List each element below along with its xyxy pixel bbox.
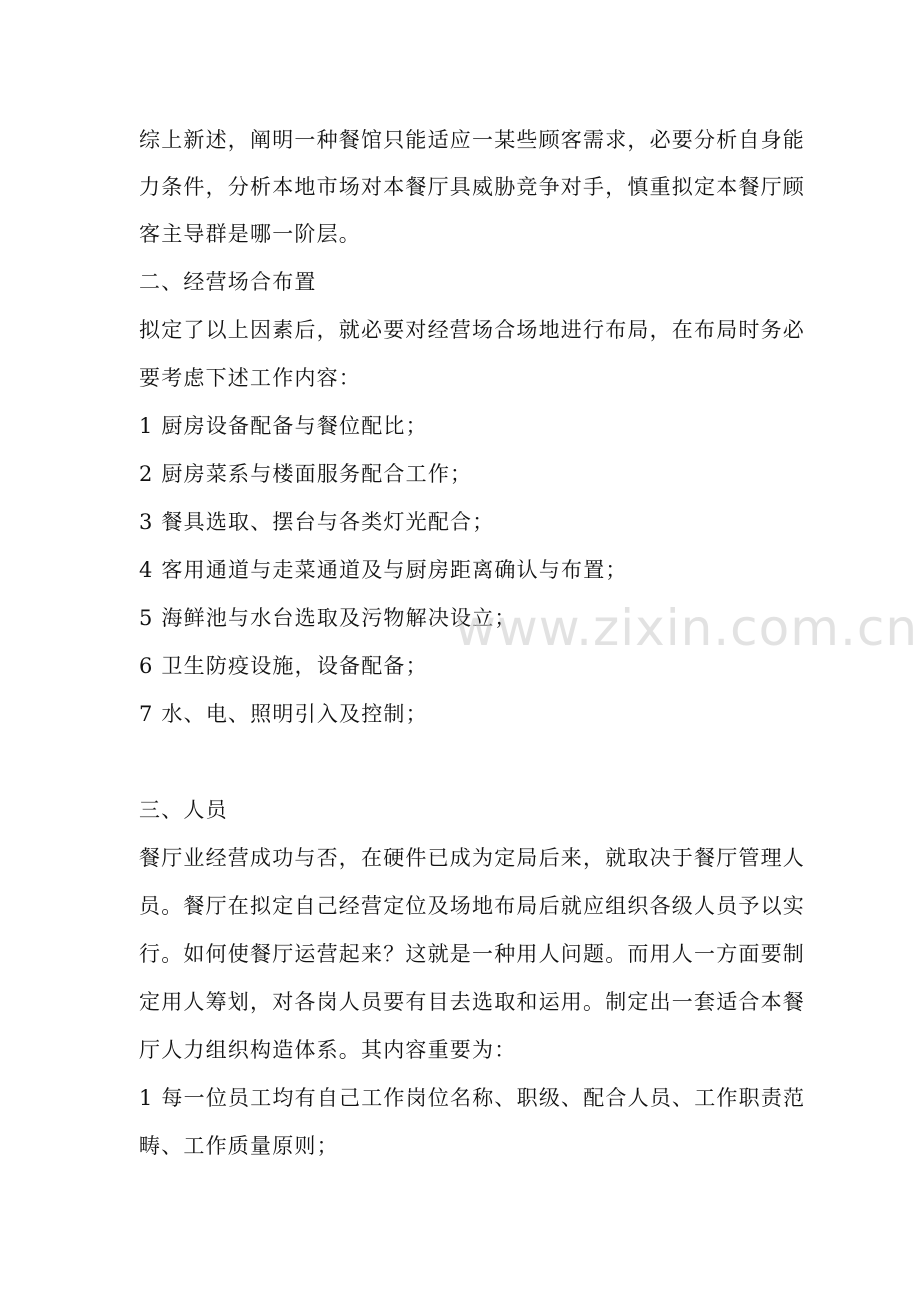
paragraph-line: 餐厅业经营成功与否，在硬件已成为定局后来，就取决于餐厅管理人: [139, 846, 805, 870]
paragraph-line: 客主导群是哪一阶层。: [139, 222, 361, 246]
paragraph-line: 行。如何使餐厅运营起来？这就是一种用人问题。而用人一方面要制: [139, 942, 805, 966]
paragraph-line: 力条件，分析本地市场对本餐厅具威胁竞争对手，慎重拟定本餐厅顾: [139, 175, 805, 199]
list-item: 4 客用通道与走菜通道及与厨房距离确认与布置；: [139, 558, 628, 582]
list-item: 3 餐具选取、摆台与各类灯光配合；: [139, 510, 495, 534]
paragraph-line: 拟定了以上因素后，就必要对经营场合场地进行布局，在布局时务必: [139, 318, 805, 342]
list-item: 1 厨房设备配备与餐位配比；: [139, 414, 428, 438]
section-heading: 三、人员: [139, 798, 228, 822]
watermark: www.zixin.com.cn: [455, 599, 919, 657]
paragraph-line: 综上新述，阐明一种餐馆只能适应一某些顾客需求，必要分析自身能: [139, 128, 805, 152]
list-item: 1 每一位员工均有自己工作岗位名称、职级、配合人员、工作职责范: [139, 1086, 806, 1110]
list-item: 畴、工作质量原则；: [139, 1134, 339, 1158]
paragraph-line: 要考虑下述工作内容：: [139, 366, 361, 390]
section-heading: 二、经营场合布置: [139, 270, 317, 294]
paragraph-line: 员。餐厅在拟定自己经营定位及场地布局后就应组织各级人员予以实: [139, 894, 805, 918]
paragraph-line: 厅人力组织构造体系。其内容重要为：: [139, 1038, 517, 1062]
list-item: 2 厨房菜系与楼面服务配合工作；: [139, 462, 473, 486]
list-item: 6 卫生防疫设施，设备配备；: [139, 654, 428, 678]
list-item: 5 海鲜池与水台选取及污物解决设立；: [139, 606, 517, 630]
paragraph-line: 定用人筹划，对各岗人员要有目去选取和运用。制定出一套适合本餐: [139, 990, 805, 1014]
list-item: 7 水、电、照明引入及控制；: [139, 702, 428, 726]
